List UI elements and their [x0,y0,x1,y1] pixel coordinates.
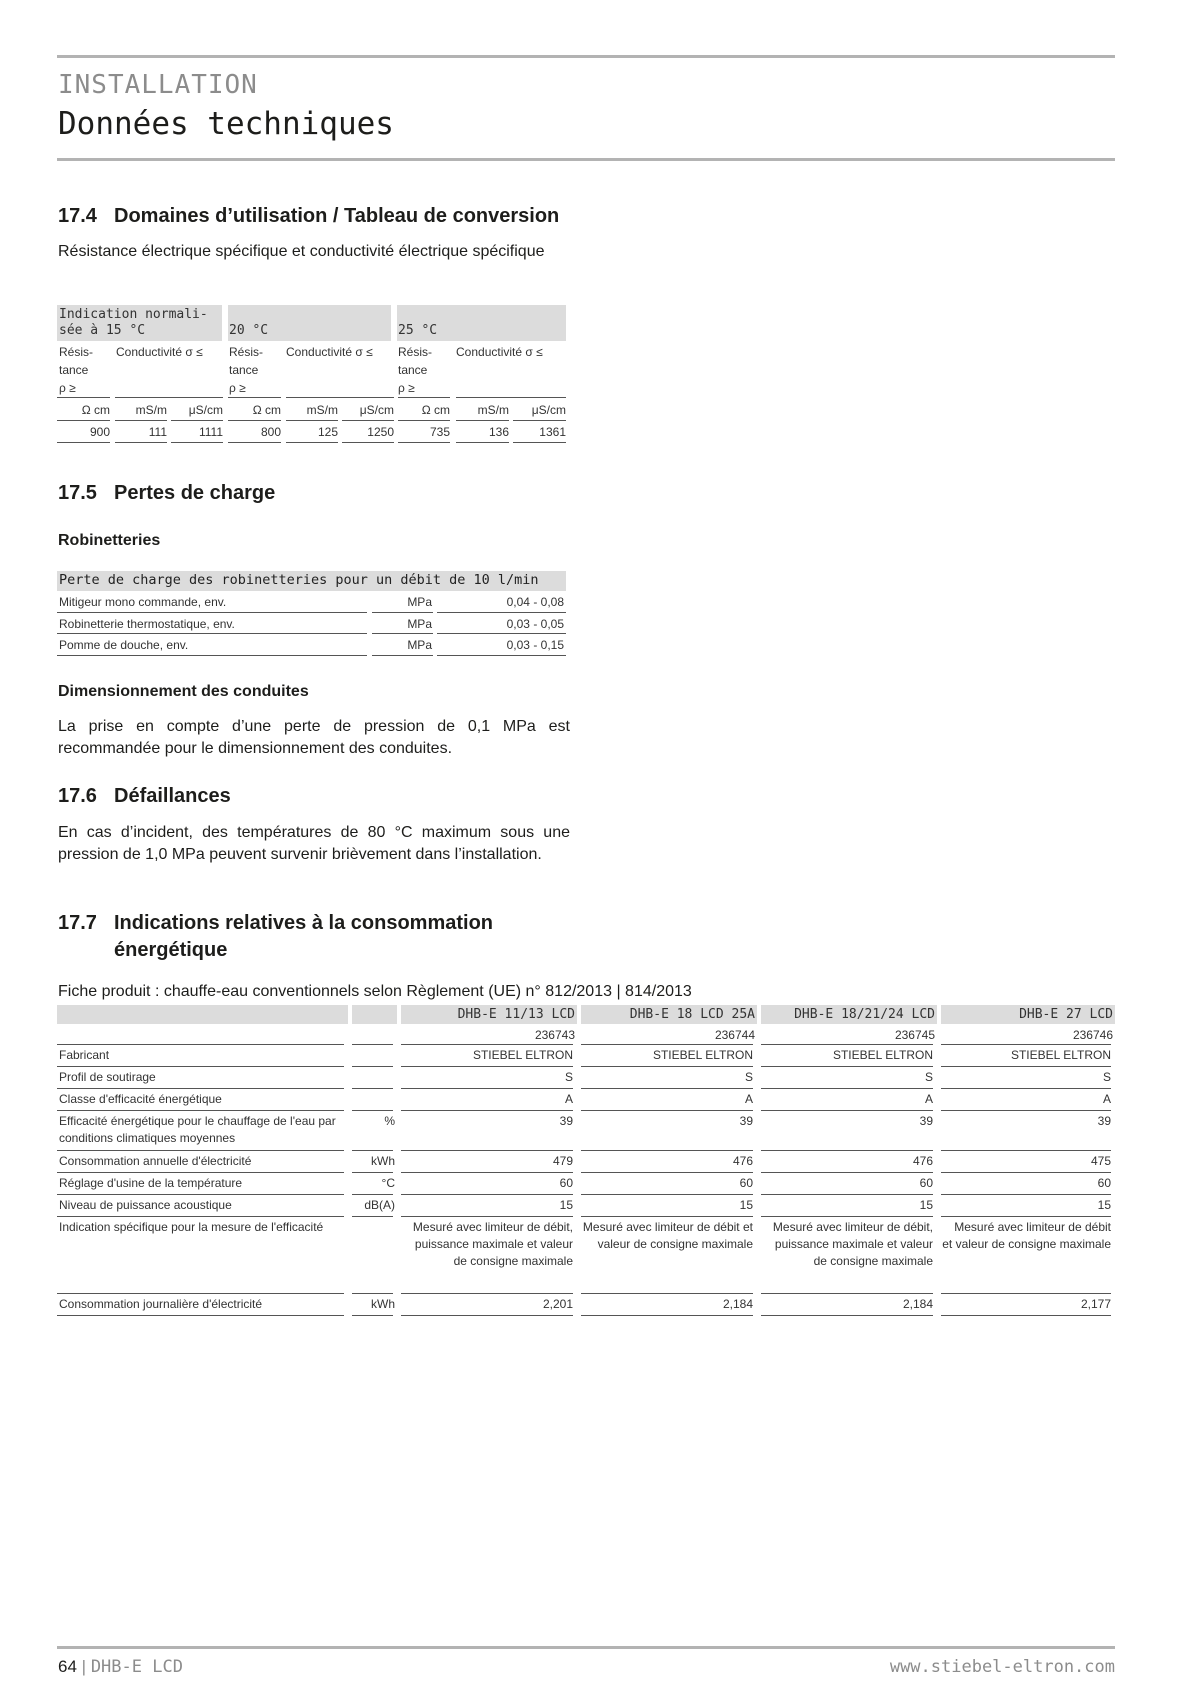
section-17-6-paragraph: En cas d’incident, des températures de 80 °C maximum sous une pression de 1,0 MPa peuvent survenir brièvement dans l’installation. [58,824,570,863]
rule [941,1044,1111,1045]
group-label-line2: 20 °C [229,323,269,338]
rule [57,612,367,613]
rule [761,1216,933,1217]
header-top-rule [57,55,1115,58]
rule [761,1088,933,1089]
rule [941,1110,1111,1111]
row-unit: kWh [371,1297,395,1311]
res-label: ρ ≥ [398,381,415,395]
row-value: 39 [559,1114,573,1128]
row-unit: MPa [407,638,432,652]
unit-cell: mS/m [135,403,167,417]
rule [352,1150,393,1151]
unit-cell: μS/cm [531,403,566,417]
rule [401,1293,573,1294]
row-label: Efficacité énergétique pour le chauffage de l'eau par conditions climatiques moyennes [59,1114,336,1145]
rule [57,1216,344,1217]
value-cell: 800 [260,425,281,439]
footer-model: DHB-E LCD [90,1657,183,1677]
row-value: 15 [919,1198,933,1212]
rule [941,1088,1111,1089]
footer-url: www.stiebel-eltron.com [889,1657,1115,1677]
row-value: S [744,1070,753,1084]
cond-label: Conductivité σ ≤ [456,345,543,359]
rule [401,1315,573,1316]
header-bottom-rule [57,158,1115,161]
rule [581,1044,753,1045]
section-number: 17.5 [58,482,97,504]
row-value: Mesuré avec limiteur de débit, puissance maximale et valeur de consigne maximale [412,1220,573,1268]
section-number: 17.7 [58,912,97,934]
subheading-dimensionnement: Dimensionnement des conduites [58,683,309,700]
row-value: 0,03 - 0,05 [506,617,564,631]
value-cell: 1250 [367,425,394,439]
rule [401,1066,573,1067]
section-number: 17.4 [58,205,97,227]
rule [941,1216,1111,1217]
section-title: Défaillances [114,785,231,807]
unit-cell: Ω cm [421,403,450,417]
res-label: ρ ≥ [229,381,246,395]
rule [581,1315,753,1316]
row-value: 60 [739,1176,753,1190]
group-label-line2: 25 °C [398,323,438,338]
rule [352,1066,393,1067]
rule [437,612,566,613]
rule [352,1293,393,1294]
rule [228,420,281,421]
rule [761,1044,933,1045]
unit-cell: μS/cm [359,403,394,417]
rule [228,442,281,443]
rule [941,1315,1111,1316]
unit-cell: μS/cm [188,403,223,417]
row-label: Niveau de puissance acoustique [59,1198,232,1212]
rule [398,397,450,398]
row-value: S [564,1070,573,1084]
model-name: DHB-E 18/21/24 LCD [794,1007,935,1022]
rule [941,1066,1111,1067]
row-unit: dB(A) [364,1198,395,1212]
section-17-7-heading-line2: énergétique [114,939,228,961]
rule [941,1194,1111,1195]
row-value: A [1102,1092,1111,1106]
rule [372,655,433,656]
rule [286,397,394,398]
row-value: 476 [912,1154,933,1168]
unit-cell: mS/m [306,403,338,417]
product-sheet-caption: Fiche produit : chauffe-eau conventionnels selon Règlement (UE) n° 812/2013 | 814/2013 [58,983,692,1000]
value-cell: 136 [488,425,509,439]
rule [342,420,394,421]
rule [57,1088,344,1089]
rule [761,1150,933,1151]
rule [57,1044,344,1045]
unit-cell: mS/m [477,403,509,417]
row-value: 39 [739,1114,753,1128]
rule [513,442,566,443]
group-label-line1: Indication normali- [59,307,208,322]
header-cell [352,1005,397,1024]
page-number: 64 [58,1657,77,1676]
row-label: Robinetterie thermostatique, env. [59,617,235,631]
rule [171,420,223,421]
rule [581,1088,753,1089]
rule [761,1172,933,1173]
row-unit: MPa [407,595,432,609]
rule [352,1216,393,1217]
row-value: 39 [1097,1114,1111,1128]
rule [581,1216,753,1217]
model-name: DHB-E 27 LCD [1019,1007,1113,1022]
rule [57,655,367,656]
rule [437,633,566,634]
section-17-4-heading [58,205,559,228]
rule [941,1293,1111,1294]
section-17-6-heading [58,785,231,808]
row-value: 60 [559,1176,573,1190]
unit-cell: Ω cm [252,403,281,417]
model-code: 236743 [534,1028,575,1042]
row-unit: °C [381,1176,395,1190]
section-number: 17.6 [58,785,97,807]
rule [513,420,566,421]
rule [401,1216,573,1217]
value-cell: 1361 [539,425,566,439]
rule [57,1172,344,1173]
row-label: Mitigeur mono commande, env. [59,595,227,609]
rule [352,1172,393,1173]
rule [401,1110,573,1111]
rule [437,655,566,656]
row-value: 15 [739,1198,753,1212]
row-value: Mesuré avec limiteur de débit et valeur de consigne maximale [582,1220,753,1251]
rule [115,420,167,421]
row-value: A [564,1092,573,1106]
row-value: 60 [1097,1176,1111,1190]
res-label: tance [398,363,428,377]
value-cell: 111 [148,425,167,439]
res-label: Résis- [59,345,94,359]
rule [228,397,281,398]
row-label: Fabricant [59,1048,110,1062]
row-value: 479 [552,1154,573,1168]
row-value: 39 [919,1114,933,1128]
rule [57,1066,344,1067]
table-header: Perte de charge des robinetteries pour un débit de 10 l/min [59,572,539,588]
rule [342,442,394,443]
rule [398,420,450,421]
rule [352,1088,393,1089]
row-value: 15 [559,1198,573,1212]
subheading-robinetteries: Robinetteries [58,532,161,549]
section-title-line1: Indications relatives à la consommation [114,912,494,934]
rule [401,1172,573,1173]
rule [581,1172,753,1173]
row-value: 60 [919,1176,933,1190]
row-value: Mesuré avec limiteur de débit, puissance maximale et valeur de consigne maximale [772,1220,933,1268]
row-label: Pomme de douche, env. [59,638,189,652]
row-value: 15 [1097,1198,1111,1212]
section-17-5-paragraph: La prise en compte d’une perte de pression de 0,1 MPa est recommandée pour le dimensionnement des conduites. [58,718,570,757]
rule [352,1315,393,1316]
row-value: S [1102,1070,1111,1084]
rule [57,1194,344,1195]
rule [115,397,223,398]
row-value: 2,201 [542,1297,573,1311]
value-cell: 900 [89,425,110,439]
rule [581,1194,753,1195]
row-value: Mesuré avec limiteur de débit et valeur de consigne maximale [942,1220,1111,1251]
res-label: Résis- [398,345,433,359]
rule [456,420,509,421]
model-code: 236746 [1072,1028,1113,1042]
value-cell: 125 [317,425,338,439]
rule [352,1194,393,1195]
row-value: A [744,1092,753,1106]
row-value: A [924,1092,933,1106]
rule [57,1110,344,1111]
rule [57,633,367,634]
row-value: S [924,1070,933,1084]
footer-rule [57,1646,1115,1649]
rule [57,420,110,421]
value-cell: 735 [429,425,450,439]
rule [456,397,566,398]
rule [57,397,110,398]
row-label: Consommation annuelle d'électricité [59,1154,252,1168]
group-label-line2: sée à 15 °C [59,323,146,338]
value-cell: 1111 [198,425,223,439]
rule [171,442,223,443]
row-unit: MPa [407,617,432,631]
rule [581,1150,753,1151]
rule [372,612,433,613]
cond-label: Conductivité σ ≤ [286,345,373,359]
page-title: Données techniques [58,106,394,142]
rule [57,1150,344,1151]
row-value: STIEBEL ELTRON [832,1048,933,1062]
rule [286,420,338,421]
rule [761,1110,933,1111]
header-cell [57,1005,348,1024]
row-label: Profil de soutirage [59,1070,156,1084]
section-17-4-intro: Résistance électrique spécifique et conductivité électrique spécifique [58,243,545,260]
rule [57,1315,344,1316]
row-unit: kWh [371,1154,395,1168]
row-value: 2,184 [902,1297,933,1311]
rule [761,1194,933,1195]
row-value: 2,184 [722,1297,753,1311]
chapter-label: INSTALLATION [58,70,258,100]
row-value: 475 [1090,1154,1111,1168]
res-label: tance [59,363,89,377]
model-name: DHB-E 11/13 LCD [457,1007,575,1022]
rule [286,442,338,443]
row-value: STIEBEL ELTRON [472,1048,573,1062]
row-unit: % [384,1114,395,1128]
model-code: 236745 [894,1028,935,1042]
row-value: 2,177 [1080,1297,1111,1311]
rule [581,1110,753,1111]
rule [401,1194,573,1195]
rule [352,1044,393,1045]
rule [401,1150,573,1151]
rule [401,1088,573,1089]
rule [761,1315,933,1316]
rule [57,1293,344,1294]
row-value: 0,04 - 0,08 [506,595,564,609]
footer-separator: | [81,1657,87,1676]
rule [372,633,433,634]
rule [941,1172,1111,1173]
rule [761,1066,933,1067]
res-label: tance [229,363,259,377]
cond-label: Conductivité σ ≤ [116,345,203,359]
rule [57,442,110,443]
res-label: Résis- [229,345,264,359]
footer-left [58,1657,183,1677]
rule [581,1293,753,1294]
row-value: STIEBEL ELTRON [652,1048,753,1062]
rule [115,442,167,443]
row-value: 476 [732,1154,753,1168]
section-17-7-heading [58,912,493,935]
rule [941,1150,1111,1151]
rule [398,442,450,443]
model-name: DHB-E 18 LCD 25A [629,1007,755,1022]
row-label: Classe d'efficacité énergétique [59,1092,222,1106]
row-label: Consommation journalière d'électricité [59,1297,263,1311]
rule [352,1110,393,1111]
rule [761,1293,933,1294]
model-code: 236744 [714,1028,755,1042]
rule [401,1044,573,1045]
row-label: Indication spécifique pour la mesure de l'efficacité [59,1220,324,1234]
rule [581,1066,753,1067]
section-17-5-heading [58,482,275,505]
section-title: Pertes de charge [114,482,276,504]
row-label: Réglage d'usine de la température [59,1176,243,1190]
section-title: Domaines d’utilisation / Tableau de conversion [114,205,560,227]
row-value: 0,03 - 0,15 [506,638,564,652]
rule [456,442,509,443]
unit-cell: Ω cm [81,403,110,417]
res-label: ρ ≥ [59,381,76,395]
row-value: STIEBEL ELTRON [1010,1048,1111,1062]
